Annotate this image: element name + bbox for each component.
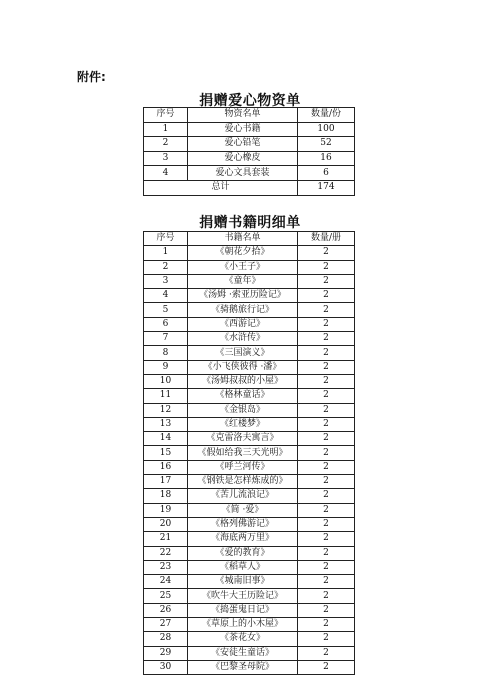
table-cell: 《小王子》: [188, 260, 298, 274]
table-row: [144, 260, 355, 274]
table-cell: 9: [144, 360, 188, 374]
table-row: [144, 151, 355, 166]
table-cell: 25: [144, 589, 188, 603]
table-cell: 2: [298, 517, 355, 531]
table-cell: 《红楼梦》: [188, 417, 298, 431]
table-cell: 6: [298, 166, 355, 181]
table-cell: 23: [144, 560, 188, 574]
table-cell: 2: [298, 589, 355, 603]
table-cell: 4: [144, 289, 188, 303]
table-cell: 6: [144, 317, 188, 331]
table-cell: 《金银岛》: [188, 403, 298, 417]
table-row: [144, 489, 355, 503]
table-row: [144, 332, 355, 346]
table-cell: 《假如给我三天光明》: [188, 446, 298, 460]
table-cell: 17: [144, 475, 188, 489]
table-cell: 《海底两万里》: [188, 532, 298, 546]
table-cell: 爱心铅笔: [188, 137, 298, 152]
table-cell: 2: [298, 660, 355, 674]
table-cell: 2: [298, 632, 355, 646]
table-cell: 《城南旧事》: [188, 575, 298, 589]
table-row: [144, 432, 355, 446]
table-cell: 《格林童话》: [188, 389, 298, 403]
table-row: [144, 532, 355, 546]
table-row: [144, 122, 355, 137]
table-cell: 18: [144, 489, 188, 503]
table-cell: 2: [298, 489, 355, 503]
table-cell: 15: [144, 446, 188, 460]
table-cell: 《草原上的小木屋》: [188, 618, 298, 632]
table-row: [144, 303, 355, 317]
table-cell: 21: [144, 532, 188, 546]
table-cell: 2: [298, 289, 355, 303]
table-cell: 2: [298, 274, 355, 288]
table-cell: 4: [144, 166, 188, 181]
table-row: [144, 446, 355, 460]
table-row: [144, 389, 355, 403]
table-row: [144, 560, 355, 574]
table-cell: 2: [298, 317, 355, 331]
table-cell: 29: [144, 646, 188, 660]
table-row: [144, 618, 355, 632]
table-cell: 14: [144, 432, 188, 446]
table-cell: 《爱的教育》: [188, 546, 298, 560]
table-cell: 2: [298, 360, 355, 374]
table-row: [144, 460, 355, 474]
table-cell: 《呼兰河传》: [188, 460, 298, 474]
table-cell: 1: [144, 122, 188, 137]
table-cell: 2: [144, 137, 188, 152]
table-cell: 2: [298, 260, 355, 274]
table-cell: 2: [298, 603, 355, 617]
table-cell: 2: [298, 532, 355, 546]
column-header: 数量/份: [298, 108, 355, 123]
table-row: [144, 503, 355, 517]
total-label: 总计: [144, 180, 298, 195]
supplies-table-title: 捐赠爱心物资单: [199, 93, 301, 109]
table-cell: 《汤姆叔叔的小屋》: [188, 374, 298, 388]
table-cell: 《克雷洛夫寓言》: [188, 432, 298, 446]
table-cell: 30: [144, 660, 188, 674]
table-cell: 《格列佛游记》: [188, 517, 298, 531]
table-row: [144, 166, 355, 181]
table-cell: 28: [144, 632, 188, 646]
table-row: [144, 374, 355, 388]
table-cell: 11: [144, 389, 188, 403]
table-cell: 22: [144, 546, 188, 560]
table-cell: 3: [144, 151, 188, 166]
table-cell: 2: [298, 460, 355, 474]
table-cell: 2: [298, 374, 355, 388]
table-row: [144, 246, 355, 260]
table-cell: 24: [144, 575, 188, 589]
table-cell: 《捣蛋鬼日记》: [188, 603, 298, 617]
column-header: 序号: [144, 232, 188, 246]
table-row: [144, 546, 355, 560]
table-cell: 爱心书籍: [188, 122, 298, 137]
table-cell: 2: [298, 389, 355, 403]
table-row: [144, 403, 355, 417]
table-row: [144, 660, 355, 674]
table-row: [144, 274, 355, 288]
table-cell: 1: [144, 246, 188, 260]
table-cell: 2: [298, 246, 355, 260]
table-row: [144, 289, 355, 303]
table-cell: 2: [298, 618, 355, 632]
table-cell: 2: [298, 546, 355, 560]
table-row: [144, 346, 355, 360]
table-cell: 《钢铁是怎样炼成的》: [188, 475, 298, 489]
table-cell: 2: [144, 260, 188, 274]
table-row: [144, 632, 355, 646]
table-cell: 7: [144, 332, 188, 346]
table-row: [144, 360, 355, 374]
table-row: [144, 603, 355, 617]
books-table: [143, 231, 355, 675]
table-cell: 19: [144, 503, 188, 517]
table-cell: 52: [298, 137, 355, 152]
table-cell: 《茶花女》: [188, 632, 298, 646]
table-cell: 26: [144, 603, 188, 617]
table-cell: 《小飞侠彼得 ·潘》: [188, 360, 298, 374]
table-cell: 10: [144, 374, 188, 388]
table-cell: 2: [298, 403, 355, 417]
total-row: [144, 180, 355, 195]
table-row: [144, 475, 355, 489]
table-cell: 12: [144, 403, 188, 417]
table-cell: 《巴黎圣母院》: [188, 660, 298, 674]
table-cell: 《三国演义》: [188, 346, 298, 360]
table-header-row: [144, 108, 355, 123]
table-cell: 20: [144, 517, 188, 531]
table-row: [144, 137, 355, 152]
table-cell: 2: [298, 503, 355, 517]
table-cell: 《苦儿流浪记》: [188, 489, 298, 503]
table-cell: 《吹牛大王历险记》: [188, 589, 298, 603]
column-header: 序号: [144, 108, 188, 123]
table-cell: 2: [298, 646, 355, 660]
table-cell: 《朝花夕拾》: [188, 246, 298, 260]
table-cell: 2: [298, 303, 355, 317]
supplies-table: [143, 107, 355, 196]
table-cell: 《骑鹅旅行记》: [188, 303, 298, 317]
table-cell: 2: [298, 560, 355, 574]
table-cell: 爱心橡皮: [188, 151, 298, 166]
table-row: [144, 417, 355, 431]
table-cell: 2: [298, 575, 355, 589]
table-cell: 3: [144, 274, 188, 288]
column-header: 书籍名单: [188, 232, 298, 246]
table-cell: 2: [298, 446, 355, 460]
table-cell: 16: [298, 151, 355, 166]
table-cell: 27: [144, 618, 188, 632]
column-header: 数量/册: [298, 232, 355, 246]
table-cell: 2: [298, 475, 355, 489]
attachment-label: 附件:: [77, 70, 106, 84]
table-cell: 《简 ·爱》: [188, 503, 298, 517]
table-cell: 《西游记》: [188, 317, 298, 331]
table-row: [144, 589, 355, 603]
table-row: [144, 646, 355, 660]
total-value: 174: [298, 180, 355, 195]
table-cell: 《水浒传》: [188, 332, 298, 346]
column-header: 物资名单: [188, 108, 298, 123]
table-cell: 《童年》: [188, 274, 298, 288]
table-cell: 《安徒生童话》: [188, 646, 298, 660]
table-cell: 爱心文具套装: [188, 166, 298, 181]
table-header-row: [144, 232, 355, 246]
books-table-title: 捐赠书籍明细单: [199, 215, 301, 231]
table-cell: 100: [298, 122, 355, 137]
table-cell: 13: [144, 417, 188, 431]
table-cell: 8: [144, 346, 188, 360]
table-cell: 2: [298, 417, 355, 431]
table-cell: 2: [298, 432, 355, 446]
table-row: [144, 517, 355, 531]
table-cell: 2: [298, 332, 355, 346]
table-row: [144, 575, 355, 589]
table-row: [144, 317, 355, 331]
table-cell: 《汤姆 ·索亚历险记》: [188, 289, 298, 303]
table-cell: 16: [144, 460, 188, 474]
table-cell: 《稻草人》: [188, 560, 298, 574]
table-cell: 2: [298, 346, 355, 360]
table-cell: 5: [144, 303, 188, 317]
